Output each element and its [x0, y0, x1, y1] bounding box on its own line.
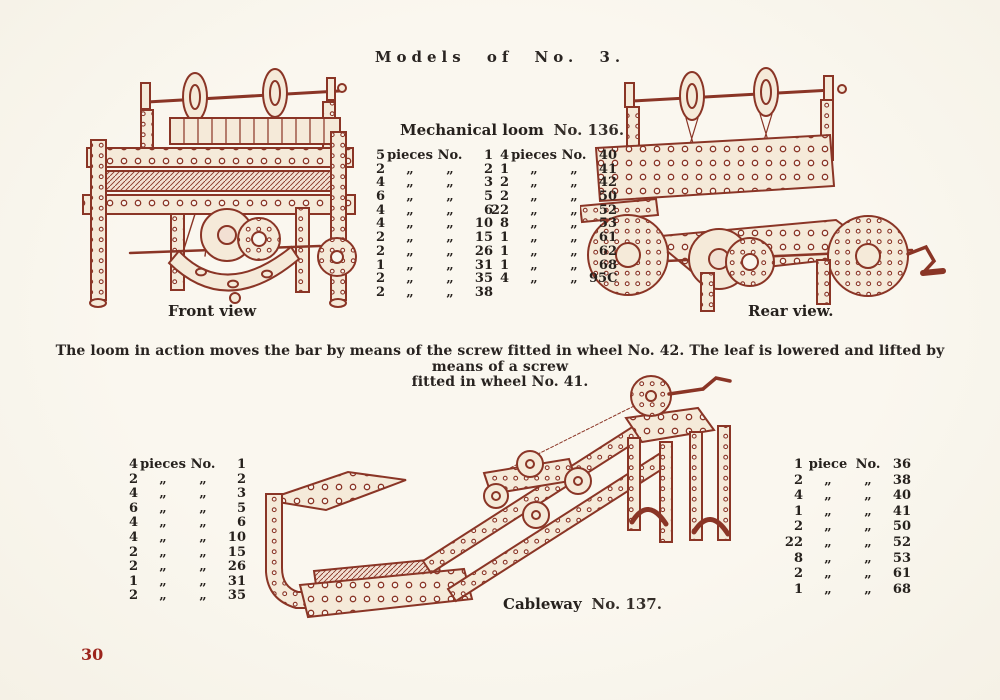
- parts-cell-qty: 6: [128, 500, 138, 516]
- parts-row: [487, 259, 617, 273]
- parts-cell-no: No.: [561, 148, 587, 163]
- parts-cell-unit: „: [159, 588, 167, 604]
- parts-cell-qty: 2: [375, 243, 385, 259]
- parts-cell-no: „: [446, 175, 454, 191]
- parts-row: [116, 560, 246, 575]
- parts-row: [487, 163, 617, 177]
- parts-row: [363, 204, 493, 218]
- parts-cell-unit: „: [824, 488, 832, 504]
- parts-cell-no: „: [864, 503, 872, 519]
- cableway-heading-name: Cableway: [503, 595, 582, 613]
- parts-cell-num: 52: [598, 202, 617, 218]
- parts-cell-num: 1: [236, 457, 246, 472]
- parts-cell-no: „: [570, 216, 578, 232]
- parts-cell-no: „: [570, 271, 578, 287]
- parts-cell-qty: 1: [793, 457, 803, 472]
- parts-cell-unit: pieces: [387, 148, 433, 163]
- parts-cell-no: „: [446, 202, 454, 218]
- parts-cell-no: „: [570, 175, 578, 191]
- parts-cell-unit: „: [406, 271, 414, 287]
- parts-cell-no: No.: [190, 457, 216, 472]
- parts-cell-no: „: [864, 488, 872, 504]
- parts-cell-num: 41: [892, 503, 911, 519]
- parts-cell-qty: 1: [375, 257, 385, 273]
- parts-cell-unit: „: [159, 486, 167, 502]
- parts-cell-num: 10: [227, 529, 246, 545]
- parts-cell-num: 2: [483, 161, 493, 177]
- parts-row: [116, 531, 246, 546]
- parts-cell-qty: 6: [375, 189, 385, 205]
- parts-cell-qty: 8: [793, 550, 803, 566]
- parts-row: [781, 535, 911, 551]
- parts-cell-qty: 2: [128, 471, 138, 487]
- parts-cell-no: „: [446, 189, 454, 205]
- parts-cell-no: „: [199, 515, 207, 531]
- parts-row: [487, 231, 617, 245]
- parts-cell-no: „: [864, 550, 872, 566]
- parts-cell-unit: „: [824, 534, 832, 550]
- parts-cell-unit: „: [159, 471, 167, 487]
- parts-row: [487, 204, 617, 218]
- parts-cell-unit: „: [159, 544, 167, 560]
- parts-cell-qty: 4: [128, 529, 138, 545]
- parts-cell-no: „: [570, 189, 578, 205]
- parts-row: [116, 487, 246, 502]
- parts-cell-qty: 1: [128, 573, 138, 589]
- parts-cell-unit: „: [159, 573, 167, 589]
- parts-cell-num: 52: [892, 534, 911, 550]
- parts-cell-qty: 8: [499, 216, 509, 232]
- parts-cell-num: 40: [892, 488, 911, 504]
- parts-row: [487, 149, 617, 163]
- parts-cell-unit: „: [824, 550, 832, 566]
- parts-cell-num: 26: [474, 243, 493, 259]
- parts-cell-num: 31: [474, 257, 493, 273]
- parts-cell-no: „: [570, 243, 578, 259]
- parts-row: [363, 259, 493, 273]
- parts-cell-unit: „: [530, 271, 538, 287]
- parts-cell-unit: „: [530, 230, 538, 246]
- parts-row: [781, 551, 911, 567]
- parts-cell-qty: 4: [375, 216, 385, 232]
- parts-cell-num: 35: [227, 588, 246, 604]
- parts-cell-num: 31: [227, 573, 246, 589]
- parts-cell-num: 15: [474, 230, 493, 246]
- parts-cell-unit: „: [530, 175, 538, 191]
- parts-cell-no: „: [864, 519, 872, 535]
- page-number: 30: [81, 645, 104, 664]
- parts-cell-no: No.: [855, 457, 881, 472]
- parts-cell-num: 36: [892, 457, 911, 472]
- parts-cell-qty: 2: [793, 519, 803, 535]
- parts-cell-num: 3: [236, 486, 246, 502]
- parts-cell-num: 2: [236, 471, 246, 487]
- parts-cell-qty: 1: [793, 581, 803, 597]
- parts-cell-unit: „: [824, 519, 832, 535]
- parts-row: [363, 286, 493, 300]
- parts-cell-no: „: [446, 243, 454, 259]
- parts-cell-num: 38: [892, 472, 911, 488]
- parts-cell-num: 41: [598, 161, 617, 177]
- parts-cell-no: „: [864, 566, 872, 582]
- parts-cell-qty: 2: [375, 161, 385, 177]
- parts-cell-num: 42: [598, 175, 617, 191]
- parts-cell-qty: 2: [128, 544, 138, 560]
- parts-cell-unit: „: [406, 243, 414, 259]
- parts-cell-num: 62: [598, 243, 617, 259]
- loom-parts-list-left: [363, 149, 493, 300]
- parts-row: [363, 149, 493, 163]
- parts-cell-num: 15: [227, 544, 246, 560]
- page-title: Models of No. 3.: [374, 48, 626, 66]
- parts-cell-no: „: [199, 573, 207, 589]
- parts-row: [781, 504, 911, 520]
- parts-row: [363, 163, 493, 177]
- parts-cell-qty: 4: [499, 271, 509, 287]
- parts-cell-num: 1: [483, 148, 493, 163]
- parts-cell-no: „: [199, 588, 207, 604]
- parts-cell-qty: 1: [793, 503, 803, 519]
- parts-cell-unit: „: [530, 161, 538, 177]
- parts-cell-num: 53: [598, 216, 617, 232]
- parts-cell-no: „: [864, 534, 872, 550]
- loom-front-illustration: [75, 56, 375, 308]
- parts-row: [116, 473, 246, 488]
- front-view-label: Front view: [168, 302, 257, 320]
- cableway-parts-list-right: [781, 457, 911, 597]
- parts-cell-qty: 4: [128, 457, 138, 472]
- parts-cell-qty: 1: [499, 161, 509, 177]
- parts-row: [116, 502, 246, 517]
- parts-row: [487, 190, 617, 204]
- parts-row: [363, 245, 493, 259]
- rear-view-label: Rear view.: [748, 302, 834, 320]
- parts-cell-unit: piece: [808, 457, 848, 472]
- parts-cell-unit: „: [530, 257, 538, 273]
- loom-heading: [400, 121, 624, 139]
- parts-row: [781, 582, 911, 598]
- parts-row: [116, 516, 246, 531]
- parts-cell-unit: „: [824, 503, 832, 519]
- parts-row: [781, 519, 911, 535]
- parts-cell-unit: „: [159, 529, 167, 545]
- parts-cell-num: 95C: [589, 271, 618, 287]
- parts-cell-unit: „: [406, 230, 414, 246]
- parts-cell-qty: 5: [375, 148, 385, 163]
- parts-cell-qty: 22: [490, 202, 509, 218]
- parts-row: [487, 245, 617, 259]
- loom-rear-illustration: [580, 58, 955, 313]
- parts-cell-no: „: [864, 472, 872, 488]
- parts-cell-unit: „: [159, 515, 167, 531]
- loom-heading-name: Mechanical loom: [400, 121, 544, 139]
- parts-cell-unit: „: [530, 216, 538, 232]
- parts-cell-no: „: [570, 202, 578, 218]
- parts-cell-unit: „: [406, 189, 414, 205]
- parts-cell-no: „: [446, 284, 454, 300]
- parts-row: [363, 217, 493, 231]
- parts-row: [363, 231, 493, 245]
- parts-cell-unit: „: [159, 500, 167, 516]
- parts-row: [781, 566, 911, 582]
- parts-cell-qty: 4: [793, 488, 803, 504]
- parts-cell-num: 5: [483, 189, 493, 205]
- parts-cell-num: 6: [483, 202, 493, 218]
- parts-cell-num: 61: [598, 230, 617, 246]
- parts-cell-num: 61: [892, 566, 911, 582]
- parts-cell-num: 35: [474, 271, 493, 287]
- cableway-illustration: [248, 368, 778, 626]
- parts-row: [363, 190, 493, 204]
- parts-cell-num: 68: [892, 581, 911, 597]
- parts-row: [363, 272, 493, 286]
- parts-row: [116, 546, 246, 561]
- parts-cell-no: „: [199, 544, 207, 560]
- parts-cell-no: „: [446, 271, 454, 287]
- parts-cell-unit: „: [406, 202, 414, 218]
- cableway-heading: [503, 595, 662, 613]
- parts-row: [116, 589, 246, 604]
- parts-cell-unit: „: [824, 581, 832, 597]
- parts-cell-no: „: [570, 257, 578, 273]
- parts-cell-unit: pieces: [511, 148, 557, 163]
- parts-cell-no: „: [446, 216, 454, 232]
- parts-cell-num: 50: [892, 519, 911, 535]
- parts-cell-num: 38: [474, 284, 493, 300]
- parts-cell-no: „: [864, 581, 872, 597]
- parts-cell-qty: 22: [784, 534, 803, 550]
- parts-cell-qty: 4: [375, 202, 385, 218]
- parts-cell-num: 50: [598, 189, 617, 205]
- parts-cell-no: „: [199, 500, 207, 516]
- parts-cell-no: „: [570, 230, 578, 246]
- parts-row: [116, 458, 246, 473]
- parts-cell-num: 10: [474, 216, 493, 232]
- parts-cell-qty: 4: [128, 515, 138, 531]
- parts-cell-qty: 1: [499, 243, 509, 259]
- parts-cell-num: 40: [598, 148, 617, 163]
- parts-row: [487, 217, 617, 231]
- parts-cell-no: „: [570, 161, 578, 177]
- parts-cell-unit: „: [406, 216, 414, 232]
- parts-cell-unit: „: [406, 161, 414, 177]
- parts-cell-qty: 2: [499, 175, 509, 191]
- parts-row: [781, 457, 911, 473]
- parts-cell-qty: 2: [499, 189, 509, 205]
- description-line-1: The loom in action moves the bar by means of the screw fitted in wheel No. 42. The leaf is lowered and lifted by means of a screw: [55, 343, 945, 375]
- parts-cell-num: 5: [236, 500, 246, 516]
- parts-cell-qty: 4: [375, 175, 385, 191]
- parts-cell-qty: 2: [128, 588, 138, 604]
- parts-cell-unit: pieces: [140, 457, 186, 472]
- parts-cell-unit: „: [824, 472, 832, 488]
- parts-cell-unit: „: [406, 284, 414, 300]
- cableway-parts-list-left: [116, 458, 246, 604]
- parts-cell-unit: „: [159, 559, 167, 575]
- parts-row: [781, 473, 911, 489]
- parts-cell-qty: 2: [375, 284, 385, 300]
- loom-heading-number: No. 136.: [553, 121, 625, 139]
- parts-row: [116, 575, 246, 590]
- parts-cell-no: „: [446, 161, 454, 177]
- parts-cell-unit: „: [530, 189, 538, 205]
- parts-cell-unit: „: [530, 202, 538, 218]
- loom-parts-list-right: [487, 149, 617, 286]
- parts-cell-no: „: [199, 486, 207, 502]
- parts-row: [781, 488, 911, 504]
- parts-cell-no: „: [199, 471, 207, 487]
- parts-cell-unit: „: [406, 175, 414, 191]
- parts-row: [363, 176, 493, 190]
- parts-cell-qty: 2: [375, 271, 385, 287]
- parts-cell-num: 53: [892, 550, 911, 566]
- parts-cell-qty: 2: [128, 559, 138, 575]
- parts-cell-qty: 1: [499, 230, 509, 246]
- parts-cell-num: 26: [227, 559, 246, 575]
- parts-cell-qty: 1: [499, 257, 509, 273]
- parts-cell-qty: 4: [499, 148, 509, 163]
- parts-cell-no: „: [199, 559, 207, 575]
- parts-cell-qty: 4: [128, 486, 138, 502]
- parts-cell-no: „: [446, 230, 454, 246]
- parts-row: [487, 272, 617, 286]
- parts-cell-num: 3: [483, 175, 493, 191]
- description-line-2: fitted in wheel No. 41.: [411, 374, 589, 390]
- cableway-heading-number: No. 137.: [591, 595, 662, 613]
- parts-cell-num: 68: [598, 257, 617, 273]
- parts-row: [487, 176, 617, 190]
- parts-cell-num: 6: [236, 515, 246, 531]
- parts-cell-no: „: [446, 257, 454, 273]
- parts-cell-unit: „: [530, 243, 538, 259]
- parts-cell-unit: „: [406, 257, 414, 273]
- parts-cell-no: No.: [437, 148, 463, 163]
- parts-cell-qty: 2: [793, 566, 803, 582]
- parts-cell-qty: 2: [375, 230, 385, 246]
- parts-cell-qty: 2: [793, 472, 803, 488]
- parts-cell-unit: „: [824, 566, 832, 582]
- parts-cell-no: „: [199, 529, 207, 545]
